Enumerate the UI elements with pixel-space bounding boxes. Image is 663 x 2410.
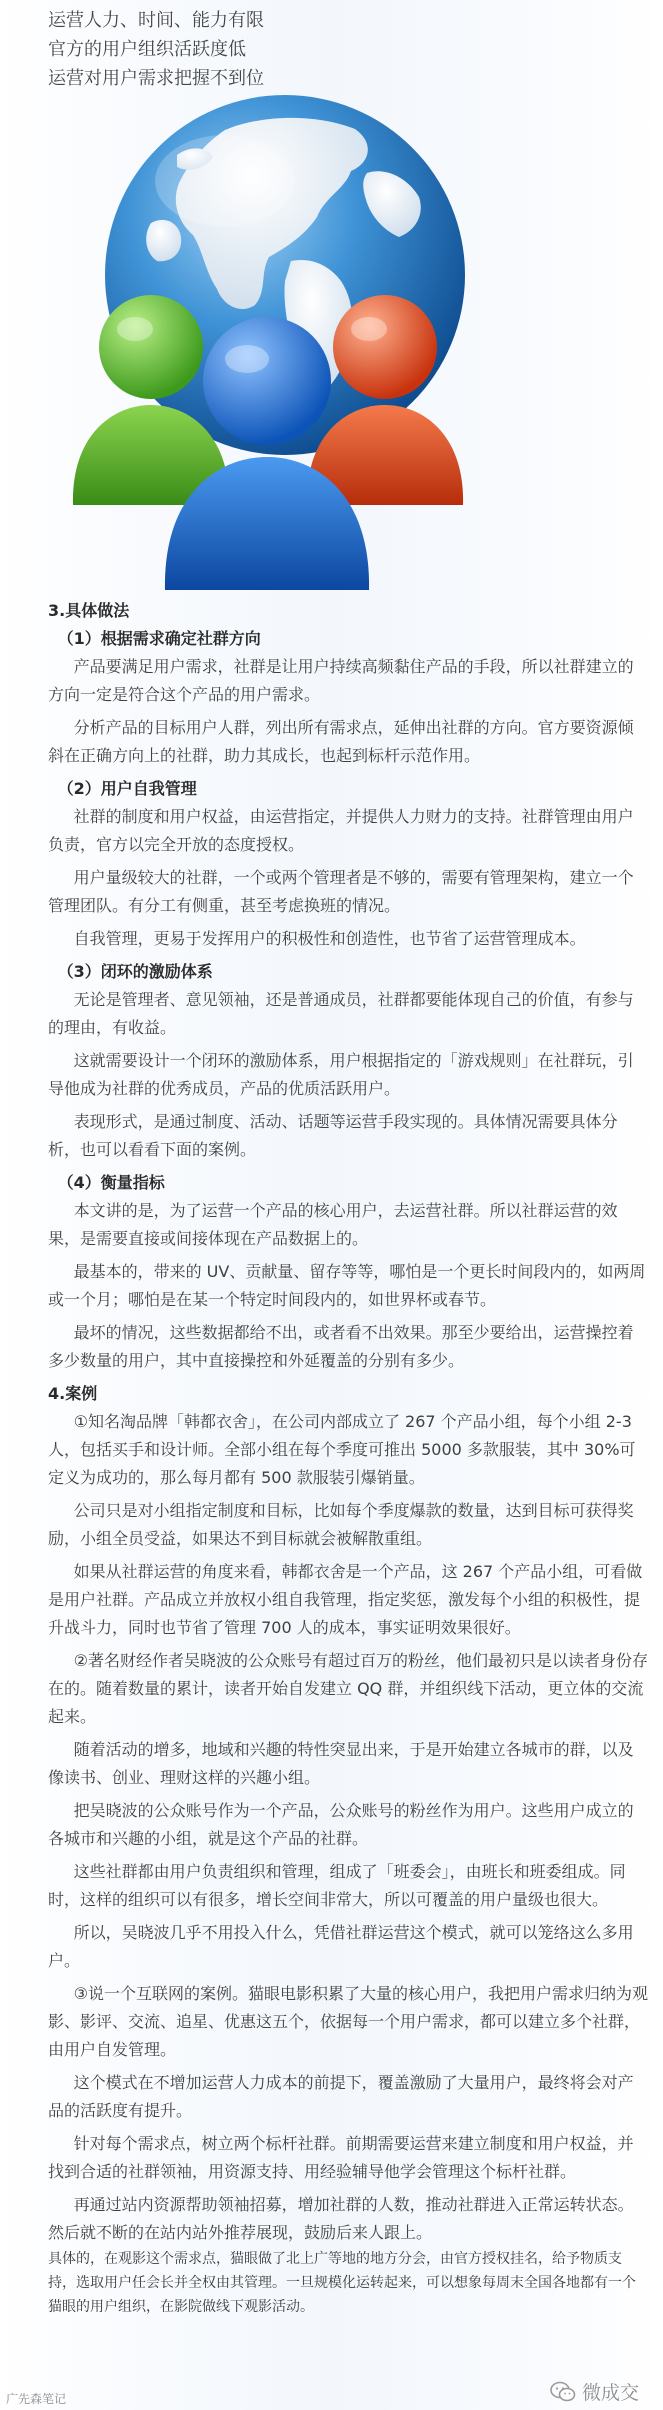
paragraph: 分析产品的目标用户人群，列出所有需求点，延伸出社群的方向。官方要资源倾斜在正确方向上的社群，助力其成长，也起到标杆示范作用。 xyxy=(48,718,634,765)
intro-list xyxy=(48,6,264,93)
paragraph: 随着活动的增多，地域和兴趣的特性突显出来，于是开始建立各城市的群，以及像读书、创业、理财这样的兴趣小组。 xyxy=(48,1740,634,1787)
section-4-heading: 4.案例 xyxy=(48,1384,98,1403)
subsection-heading: （4）衡量指标 xyxy=(57,1173,165,1192)
source-logo: 广先森笔记 xyxy=(6,2392,67,2406)
paragraph: ①知名淘品牌「韩都衣舍」，在公司内部成立了 267 个产品小组，每个小组 2-3 人，包括买手和设计师。全部小组在每个季度可推出 5000 多款服装，其中 30%可定义为成功的，那么每月都有 500 款服装引爆销量。 xyxy=(48,1412,636,1487)
paragraph: 这些社群都由用户负责组织和管理，组成了「班委会」，由班长和班委组成。同时，这样的组织可以有很多，增长空间非常大，所以可覆盖的用户量级也很大。 xyxy=(48,1862,626,1909)
paragraph: 这个模式在不增加运营人力成本的前提下，覆盖激励了大量用户，最终将会对产品的活跃度有提升。 xyxy=(48,2073,634,2120)
paragraph: 用户量级较大的社群，一个或两个管理者是不够的，需要有管理架构，建立一个管理团队。有分工有侧重，甚至考虑换班的情况。 xyxy=(48,868,634,915)
watermark xyxy=(550,2378,639,2405)
paragraph: 公司只是对小组指定制度和目标，比如每个季度爆款的数量，达到目标可获得奖励，小组全员受益，如果达不到目标就会被解散重组。 xyxy=(48,1501,634,1548)
paragraph: 产品要满足用户需求，社群是让用户持续高频黏住产品的手段，所以社群建立的方向一定是符合这个产品的用户需求。 xyxy=(48,657,634,704)
paragraph: 最坏的情况，这些数据都给不出，或者看不出效果。那至少要给出，运营操控着多少数量的用户，其中直接操控和外延覆盖的分别有多少。 xyxy=(48,1323,634,1370)
paragraph: 自我管理，更易于发挥用户的积极性和创造性，也节省了运营管理成本。 xyxy=(73,929,586,948)
intro-item: 运营人力、时间、能力有限 xyxy=(48,10,264,31)
paragraph: ②著名财经作者吴晓波的公众账号有超过百万的粉丝，他们最初只是以读者身份存在的。随着数量的累计，读者开始自发建立 QQ 群，并组织线下活动，更立体的交流起来。 xyxy=(48,1651,648,1726)
intro-item: 官方的用户组织活跃度低 xyxy=(48,39,246,60)
article-body xyxy=(48,597,648,2319)
paragraph: 最基本的，带来的 UV、贡献量、留存等等，哪怕是一个更长时间段内的，如两周或一个月；哪怕是在某一个特定时间段内的，如世界杯或春节。 xyxy=(48,1262,646,1309)
paragraph: 针对每个需求点，树立两个标杆社群。前期需要运营来建立制度和用户权益，并找到合适的社群领袖，用资源支持、用经验辅导他学会管理这个标杆社群。 xyxy=(48,2134,634,2181)
paragraph: 表现形式，是通过制度、活动、话题等运营手段实现的。具体情况需要具体分析，也可以看看下面的案例。 xyxy=(48,1112,618,1159)
paragraph: 社群的制度和用户权益，由运营指定，并提供人力财力的支持。社群管理由用户负责，官方以完全开放的态度授权。 xyxy=(48,807,634,854)
subsection-heading: （3）闭环的激励体系 xyxy=(57,962,213,981)
watermark-text: 微成交 xyxy=(581,2382,639,2404)
footer xyxy=(0,2368,663,2410)
subsection-heading: （2）用户自我管理 xyxy=(57,779,197,798)
paragraph: ③说一个互联网的案例。猫眼电影积累了大量的核心用户，我把用户需求归纳为观影、影评、交流、追星、优惠这五个，依据每一个用户需求，都可以建立多个社群，由用户自发管理。 xyxy=(48,1984,648,2059)
intro-item: 运营对用户需求把握不到位 xyxy=(48,68,264,89)
subsection-heading: （1）根据需求确定社群方向 xyxy=(57,629,261,648)
paragraph: 具体的，在观影这个需求点，猫眼做了北上广等地的地方分会，由官方授权挂名，给予物质支持，选取用户任会长并全权由其管理。一旦规模化运转起来，可以想象每周末全国各地都有一个猫眼的用户组织，在影院做线下观影活动。 xyxy=(48,2251,636,2315)
paragraph: 再通过站内资源帮助领袖招募，增加社群的人数，推动社群进入正常运转状态。然后就不断的在站内站外推荐展现，鼓励后来人跟上。 xyxy=(48,2195,634,2242)
paragraph: 本文讲的是，为了运营一个产品的核心用户，去运营社群。所以社群运营的效果，是需要直接或间接体现在产品数据上的。 xyxy=(48,1201,618,1248)
paragraph: 所以，吴晓波几乎不用投入什么，凭借社群运营这个模式，就可以笼络这么多用户。 xyxy=(48,1923,634,1970)
paragraph: 如果从社群运营的角度来看，韩都衣舍是一个产品，这 267 个产品小组，可看做是用户社群。产品成立并放权小组自我管理，指定奖惩，激发每个小组的积极性，提升战斗力，同时也节省了管理 700 人的成本，事实证明效果很好。 xyxy=(48,1562,643,1637)
paragraph: 把吴晓波的公众账号作为一个产品，公众账号的粉丝作为用户。这些用户成立的各城市和兴趣的小组，就是这个产品的社群。 xyxy=(48,1801,634,1848)
section-3-heading: 3.具体做法 xyxy=(48,601,130,620)
globe-people-illustration xyxy=(55,85,485,595)
paragraph: 无论是管理者、意见领袖，还是普通成员，社群都要能体现自己的价值，有参与的理由，有收益。 xyxy=(48,990,634,1037)
paragraph: 这就需要设计一个闭环的激励体系，用户根据指定的「游戏规则」在社群玩，引导他成为社群的优秀成员，产品的优质活跃用户。 xyxy=(48,1051,634,1098)
wechat-icon xyxy=(550,2381,576,2403)
